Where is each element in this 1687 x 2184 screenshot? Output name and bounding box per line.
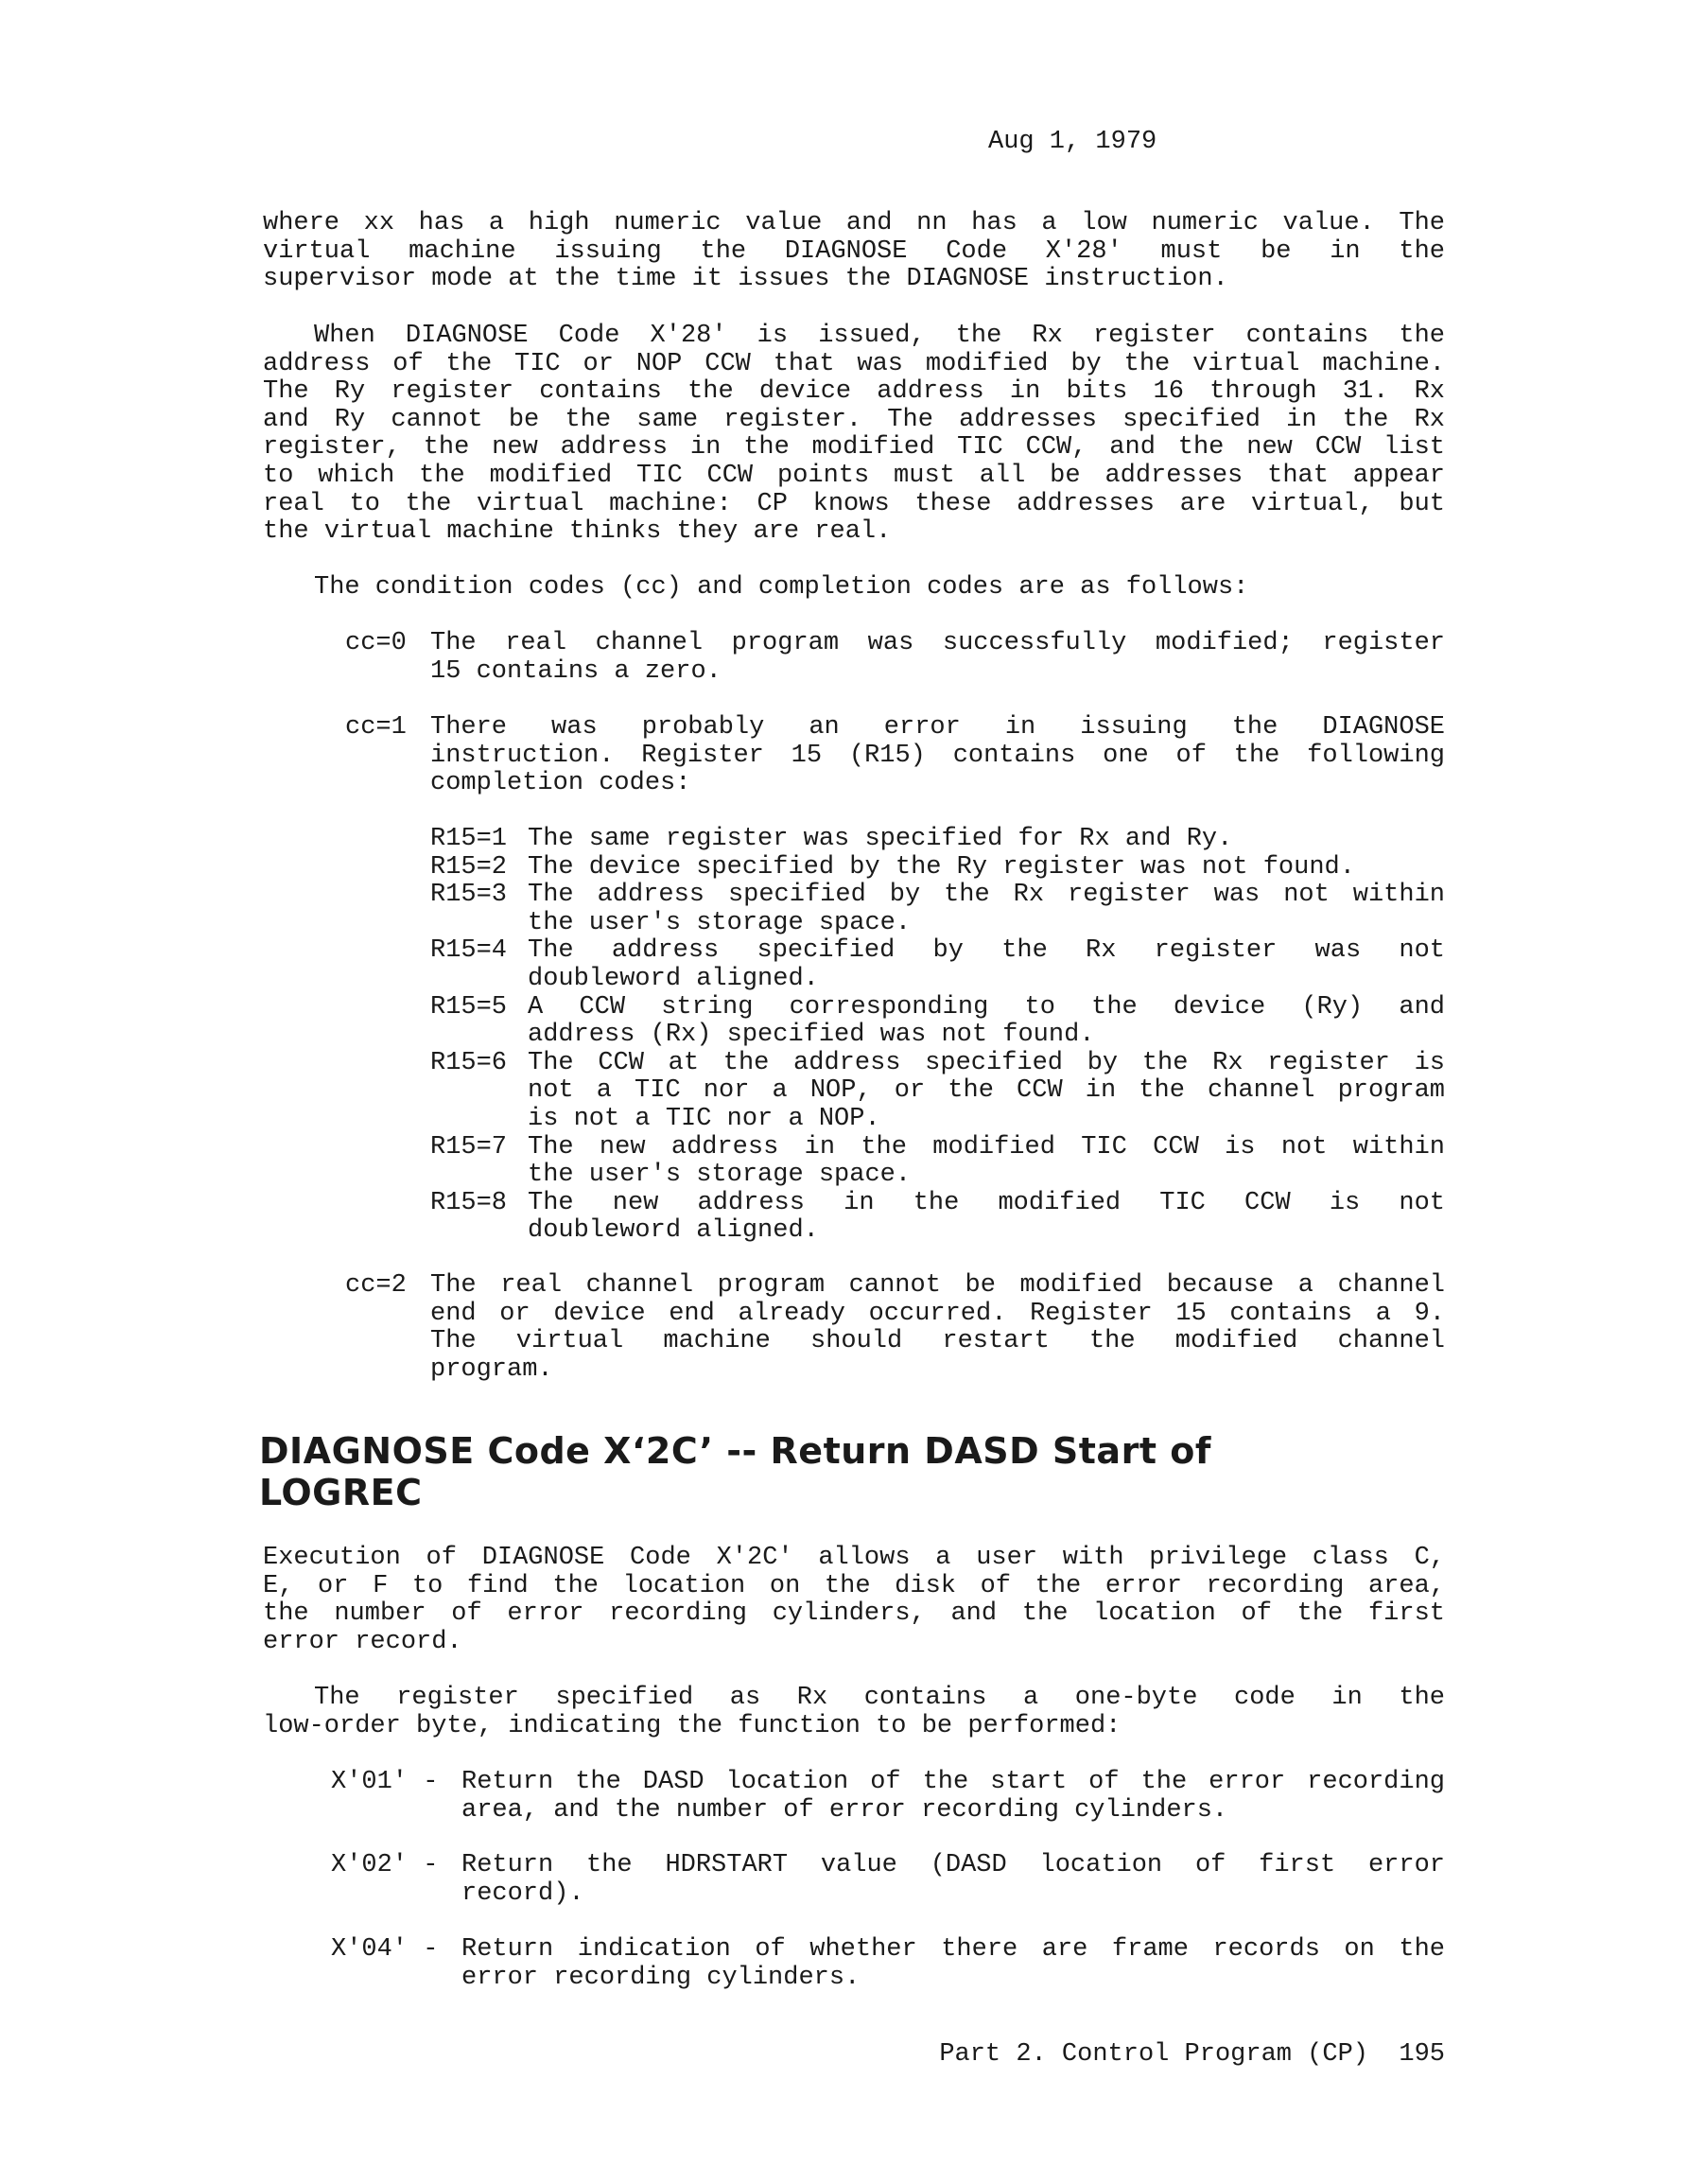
text-line: not a TIC nor a NOP, or the CCW in the channel program xyxy=(528,1076,1445,1106)
function-x01 xyxy=(331,1769,1445,1825)
r15-label: R15=6 xyxy=(430,1048,508,1077)
cc-label: cc=2 xyxy=(345,1271,407,1300)
function-x04 xyxy=(331,1936,1445,1992)
r15-code-2 xyxy=(430,854,1445,882)
text-line: The same register was specified for Rx and Ry. xyxy=(528,825,1233,853)
r15-code-6 xyxy=(430,1050,1445,1134)
text-line: where xx has a high numeric value and nn has a low numeric value. The xyxy=(263,209,1445,237)
text-line: program. xyxy=(430,1354,553,1384)
r15-label: R15=1 xyxy=(430,825,508,853)
function-code-label: X'04' - xyxy=(331,1935,439,1964)
text-line: the user's storage space. xyxy=(528,1161,912,1190)
r15-label: R15=4 xyxy=(430,936,508,966)
text-line: The virtual machine should restart the modified channel xyxy=(430,1327,1445,1356)
text-line: There was probably an error in issuing the DIAGNOSE xyxy=(430,713,1445,742)
function-code-label: X'02' - xyxy=(331,1851,439,1879)
text-line: The real channel program cannot be modified because a channel xyxy=(430,1271,1445,1300)
header-date: Aug 1, 1979 xyxy=(988,128,1157,156)
r15-label: R15=3 xyxy=(430,881,508,910)
section-heading xyxy=(259,1430,1451,1513)
r15-code-1 xyxy=(430,826,1445,854)
text-line: The device specified by the Ry register was not found. xyxy=(528,852,1355,882)
cc-label: cc=0 xyxy=(345,629,407,657)
text-line: The address specified by the Rx register was not within xyxy=(528,881,1445,910)
r15-label: R15=7 xyxy=(430,1132,508,1162)
codes-intro xyxy=(314,574,1445,603)
text-line: is not a TIC nor a NOP. xyxy=(528,1104,880,1133)
text-line: address of the TIC or NOP CCW that was modified by the virtual machine. xyxy=(263,349,1445,378)
text-line: the virtual machine thinks they are real. xyxy=(263,517,892,547)
text-line: Return indication of whether there are frame records on the xyxy=(461,1935,1445,1964)
heading-line: DIAGNOSE Code X‘2C’ -- Return DASD Start of xyxy=(259,1430,1211,1472)
text-line: register, the new address in the modified TIC CCW, and the new CCW list xyxy=(263,433,1445,463)
r15-label: R15=5 xyxy=(430,992,508,1022)
r15-code-3 xyxy=(430,882,1445,937)
r15-code-4 xyxy=(430,937,1445,993)
text-line: The CCW at the address specified by the Rx register is xyxy=(528,1048,1445,1077)
text-line: Return the DASD location of the start of the error recording xyxy=(461,1768,1445,1796)
text-line: E, or F to find the location on the disk of the error recording area, xyxy=(263,1571,1445,1600)
cc-label: cc=1 xyxy=(345,713,407,742)
text-line: The Ry register contains the device address in bits 16 through 31. Rx xyxy=(263,377,1445,407)
text-line: The address specified by the Rx register was not xyxy=(528,936,1445,966)
r15-code-8 xyxy=(430,1190,1445,1246)
text-line: doubleword aligned. xyxy=(528,1216,819,1246)
text-line: low-order byte, indicating the function to be performed: xyxy=(263,1711,1122,1740)
r15-code-5 xyxy=(430,994,1445,1050)
text-line: real to the virtual machine: CP knows these addresses are virtual, but xyxy=(263,489,1445,518)
text-line: error record. xyxy=(263,1627,462,1656)
text-line: the user's storage space. xyxy=(528,908,912,937)
function-code-label: X'01' - xyxy=(331,1768,439,1796)
text-line: The register specified as Rx contains a one-byte code in the xyxy=(314,1684,1445,1712)
r15-code-list xyxy=(430,826,1445,1246)
text-line: doubleword aligned. xyxy=(528,964,819,993)
text-line: to which the modified TIC CCW points must all be addresses that appear xyxy=(263,461,1445,490)
cc-description xyxy=(430,714,1445,798)
text-line: The new address in the modified TIC CCW is not within xyxy=(528,1132,1445,1162)
text-line: end or device end already occurred. Register 15 contains a 9. xyxy=(430,1299,1445,1328)
text-line: area, and the number of error recording cylinders. xyxy=(461,1795,1228,1825)
text-line: the number of error recording cylinders, and the location of the first xyxy=(263,1599,1445,1629)
text-line: A CCW string corresponding to the device (Ry) and xyxy=(528,992,1445,1022)
r15-label: R15=8 xyxy=(430,1188,508,1217)
cc-description xyxy=(430,1272,1445,1384)
text-line: address (Rx) specified was not found. xyxy=(528,1021,1095,1050)
text-line: virtual machine issuing the DIAGNOSE Code X'28' must be in the xyxy=(263,236,1445,266)
text-line: Execution of DIAGNOSE Code X'2C' allows a user with privilege class C, xyxy=(263,1544,1445,1572)
page-footer: Part 2. Control Program (CP) 195 xyxy=(939,2040,1445,2069)
text-line: The new address in the modified TIC CCW is not xyxy=(528,1188,1445,1217)
text-line: completion codes: xyxy=(430,769,691,798)
text-line: error recording cylinders. xyxy=(461,1963,861,1992)
function-x02 xyxy=(331,1852,1445,1908)
text-line: and Ry cannot be the same register. The addresses specified in the Rx xyxy=(263,405,1445,434)
when-paragraph xyxy=(263,323,1445,547)
text-line: Return the HDRSTART value (DASD location of first error xyxy=(461,1851,1445,1879)
text-line: instruction. Register 15 (R15) contains one of the following xyxy=(430,741,1445,770)
r15-code-7 xyxy=(430,1134,1445,1190)
execution-paragraph xyxy=(263,1545,1445,1656)
text-line: record). xyxy=(461,1878,584,1908)
text-line: The condition codes (cc) and completion codes are as follows: xyxy=(314,573,1249,602)
heading-line: LOGREC xyxy=(259,1472,423,1513)
register-paragraph xyxy=(263,1685,1445,1740)
r15-label: R15=2 xyxy=(430,852,508,882)
text-line: The real channel program was successfully modified; register xyxy=(430,629,1445,657)
text-line: supervisor mode at the time it issues the DIAGNOSE instruction. xyxy=(263,265,1228,294)
text-line: 15 contains a zero. xyxy=(430,656,722,686)
text-line: When DIAGNOSE Code X'28' is issued, the Rx register contains the xyxy=(314,322,1445,350)
cc-description xyxy=(430,630,1445,686)
intro-paragraph xyxy=(263,210,1445,294)
